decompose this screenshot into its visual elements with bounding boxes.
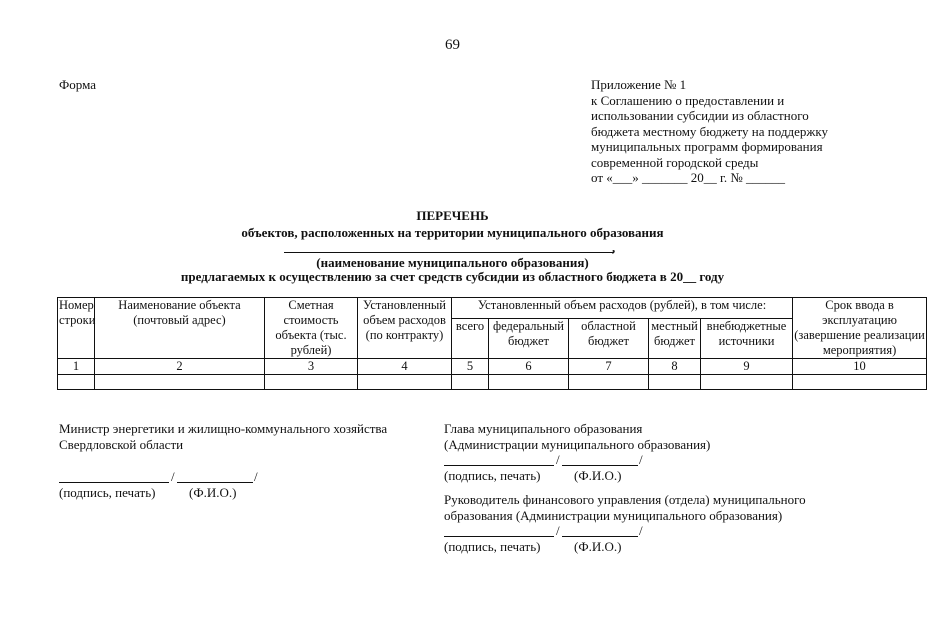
appendix-line: от «___» _______ 20__ г. № ______: [591, 170, 786, 185]
signature-caption: (подпись, печать): [444, 539, 541, 554]
column-number: 2: [95, 359, 265, 375]
finance-title-line1: Руководитель финансового управления (отдела) муниципального: [444, 492, 806, 507]
column-number: 6: [489, 359, 569, 375]
table-cell: [452, 375, 489, 390]
table-cell: [649, 375, 701, 390]
head-signature-block: [444, 421, 844, 484]
table-cell: [265, 375, 358, 390]
minister-title-line1: Министр энергетики и жилищно-коммунального хозяйства: [59, 421, 388, 436]
document-subtitle: объектов, расположенных на территории муниципального образования: [241, 225, 664, 240]
slash: /: [171, 469, 175, 484]
header-expenses-group: Установленный объем расходов (рублей), в том числе:: [452, 298, 793, 319]
column-numbers-row: [58, 359, 927, 375]
finance-title-line2: образования (Администрации муниципального образования): [444, 507, 783, 523]
appendix-line: Приложение № 1: [591, 77, 687, 92]
table-cell: [569, 375, 649, 390]
head-title-line2: (Администрации муниципального образования): [444, 436, 711, 452]
signature-caption: (подпись, печать): [59, 485, 156, 500]
minister-title-line2: Свердловской области: [59, 436, 184, 452]
fio-caption: (Ф.И.О.): [574, 468, 622, 483]
table-cell: [701, 375, 793, 390]
table-cell: [58, 375, 95, 390]
header-contract-amount: Установленный объем расходов (по контракту): [358, 298, 452, 359]
header-commissioning-date: Срок ввода в эксплуатацию (завершение реализации мероприятия): [794, 298, 925, 357]
column-number: 3: [265, 359, 358, 375]
header-offbudget-sources: внебюджетные источники: [701, 318, 793, 358]
signature-line: [444, 523, 554, 537]
document-title: ПЕРЕЧЕНЬ: [416, 208, 489, 223]
table-cell: [95, 375, 265, 390]
column-number: 5: [452, 359, 489, 375]
fio-caption: (Ф.И.О.): [574, 539, 622, 554]
header-object-name: Наименование объекта (почтовый адрес): [95, 298, 265, 359]
column-number: 8: [649, 359, 701, 375]
municipality-note: (наименование муниципального образования): [316, 255, 589, 270]
purpose-line: предлагаемых к осуществлению за счет средств субсидии из областного бюджета в 20__ году: [180, 269, 725, 284]
column-number: 4: [358, 359, 452, 375]
table-cell: [489, 375, 569, 390]
column-number: 10: [793, 359, 927, 375]
head-title-line1: Глава муниципального образования: [444, 421, 643, 436]
fio-caption: (Ф.И.О.): [189, 485, 237, 500]
slash: /: [556, 523, 560, 538]
column-number: 9: [701, 359, 793, 375]
signature-line: [59, 469, 169, 483]
appendix-line: современной городской среды: [591, 154, 759, 170]
page-number: 69: [445, 37, 460, 53]
column-number: 1: [58, 359, 95, 375]
signature-caption: (подпись, печать): [444, 468, 541, 483]
column-number: 7: [569, 359, 649, 375]
municipality-blank-line: [284, 240, 614, 253]
table-cell: [358, 375, 452, 390]
header-local-budget: местный бюджет: [649, 318, 701, 358]
appendix-line: бюджета местному бюджету на поддержку: [591, 123, 828, 139]
header-estimated-cost: Сметная стоимость объекта (тыс. рублей): [265, 298, 358, 359]
objects-table: [57, 297, 927, 390]
header-row-number: Номер строки: [58, 298, 95, 359]
form-label: Форма: [59, 77, 96, 92]
slash: /: [556, 452, 560, 467]
signature-line: [444, 452, 554, 466]
appendix-line: использовании субсидии из областного: [591, 108, 809, 123]
header-regional-budget: областной бюджет: [569, 318, 649, 358]
header-total: всего: [452, 318, 489, 358]
fio-line: [562, 523, 638, 537]
fio-line: [562, 452, 638, 466]
blank-comma: ,: [612, 240, 616, 255]
header-federal-budget: федеральный бюджет: [489, 318, 569, 358]
slash: /: [639, 452, 643, 467]
slash: /: [254, 469, 258, 484]
appendix-line: к Соглашению о предоставлении и: [591, 92, 785, 108]
slash: /: [639, 523, 643, 538]
table-cell: [793, 375, 927, 390]
appendix-line: муниципальных программ формирования: [591, 139, 823, 154]
finance-head-signature-block: [444, 492, 844, 555]
minister-signature-block: [59, 421, 399, 501]
appendix-block: [591, 77, 828, 186]
fio-line: [177, 469, 253, 483]
table-row: [58, 375, 927, 390]
